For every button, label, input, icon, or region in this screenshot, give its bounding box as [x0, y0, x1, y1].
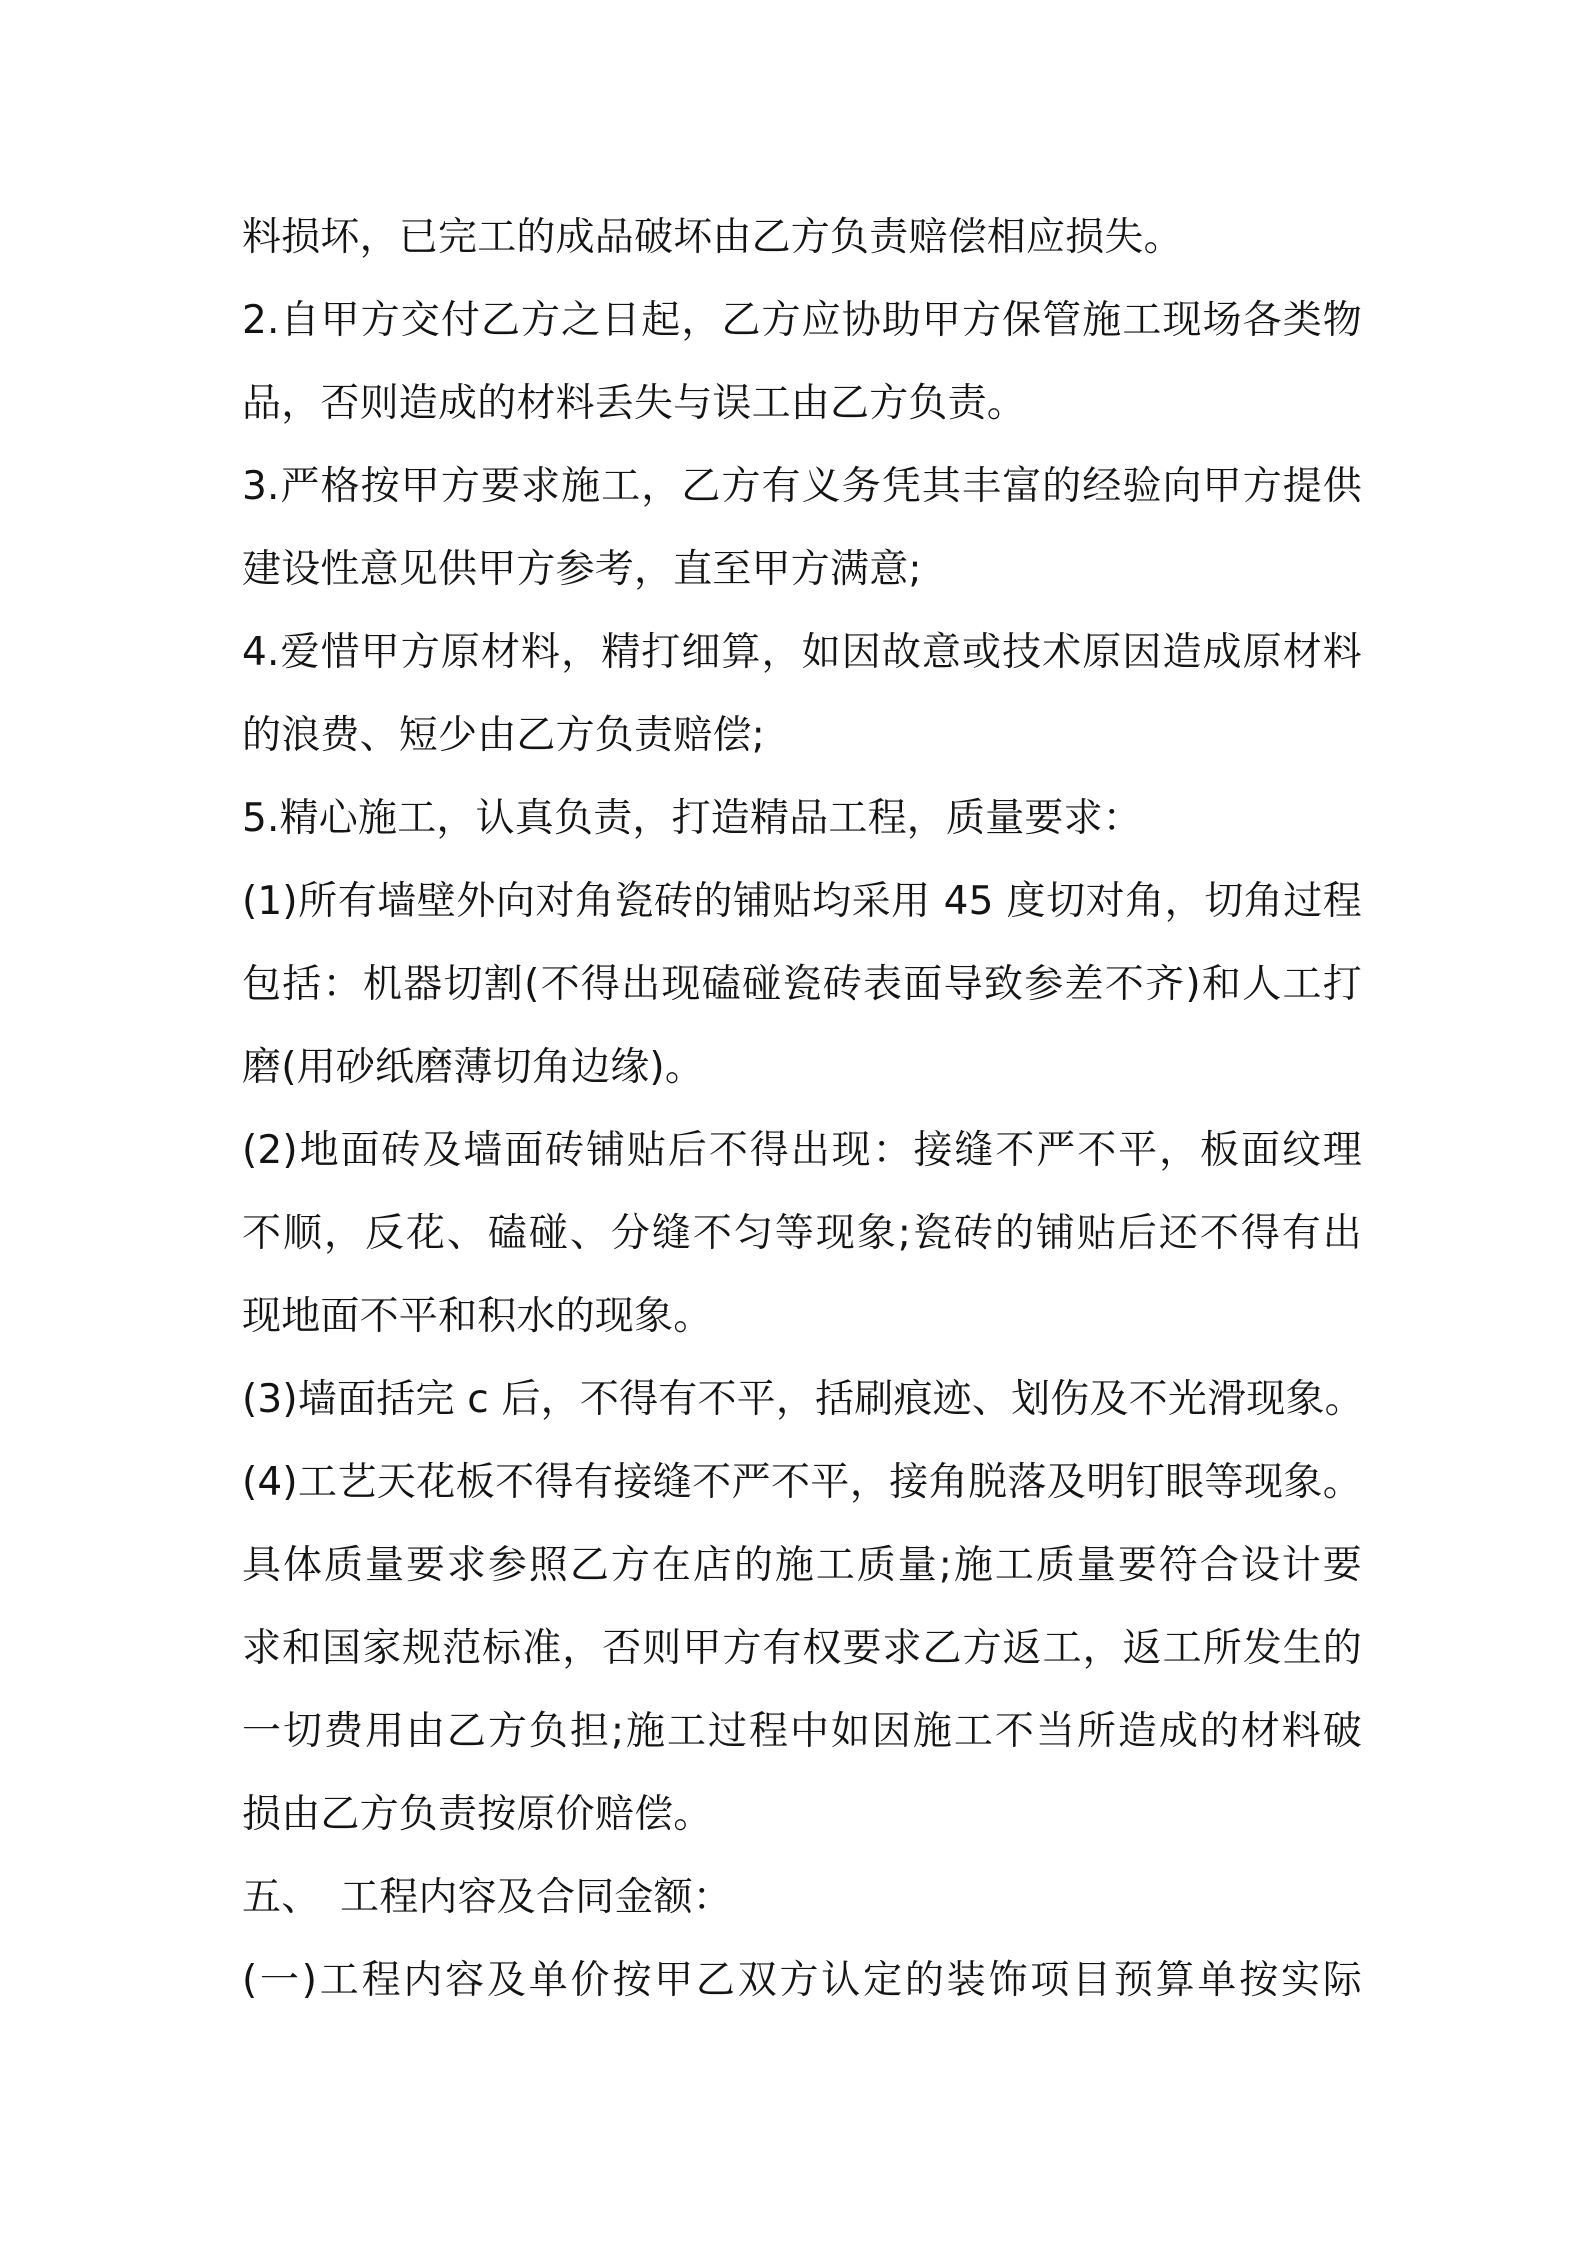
quality-item-4: (4)工艺天花板不得有接缝不严不平，接角脱落及明钉眼等现象。	[242, 1460, 1362, 1505]
text-line: 具体质量要求参照乙方在店的施工质量;施工质量要符合设计要	[242, 1543, 1362, 1588]
section-title: 工程内容及合同金额：	[340, 1875, 733, 1920]
section-five-heading	[242, 1856, 1362, 1939]
section-number: 五、	[242, 1875, 321, 1920]
contract-text	[242, 196, 1362, 2022]
quality-item-1: (1)所有墙壁外向对角瓷砖的铺贴均采用 45 度切对角，切角过程	[242, 879, 1362, 924]
text-line: 求和国家规范标准，否则甲方有权要求乙方返工，返工所发生的	[242, 1626, 1362, 1671]
quality-item-2: (2)地面砖及墙面砖铺贴后不得出现：接缝不严不平，板面纹理	[242, 1128, 1362, 1173]
quality-item-3: (3)墙面括完 c 后，不得有不平，括刷痕迹、划伤及不光滑现象。	[242, 1377, 1364, 1422]
text-line: 现地面不平和积水的现象。	[242, 1294, 713, 1339]
clause-4: 4.爱惜甲方原材料，精打细算，如因故意或技术原因造成原材料	[242, 630, 1362, 675]
text-line: 一切费用由乙方负担;施工过程中如因施工不当所造成的材料破	[242, 1709, 1362, 1754]
section-five-item-1: (一)工程内容及单价按甲乙双方认定的装饰项目预算单按实际	[242, 1958, 1362, 2003]
text-line: 建设性意见供甲方参考，直至甲方满意;	[242, 547, 922, 592]
clause-3: 3.严格按甲方要求施工，乙方有义务凭其丰富的经验向甲方提供	[242, 464, 1362, 509]
clause-5: 5.精心施工，认真负责，打造精品工程，质量要求：	[242, 796, 1143, 841]
clause-2: 2.自甲方交付乙方之日起，乙方应协助甲方保管施工现场各类物	[242, 298, 1362, 343]
text-line: 磨(用砂纸磨薄切角边缘)。	[242, 1045, 705, 1090]
text-line: 品，否则造成的材料丢失与误工由乙方负责。	[242, 381, 1027, 426]
text-line: 料损坏，已完工的成品破坏由乙方负责赔偿相应损失。	[242, 215, 1183, 260]
text-line: 不顺，反花、磕碰、分缝不匀等现象;瓷砖的铺贴后还不得有出	[242, 1211, 1362, 1256]
text-line: 的浪费、短少由乙方负责赔偿;	[242, 713, 765, 758]
text-line: 包括：机器切割(不得出现磕碰瓷砖表面导致参差不齐)和人工打	[242, 962, 1362, 1007]
text-line: 损由乙方负责按原价赔偿。	[242, 1792, 713, 1837]
